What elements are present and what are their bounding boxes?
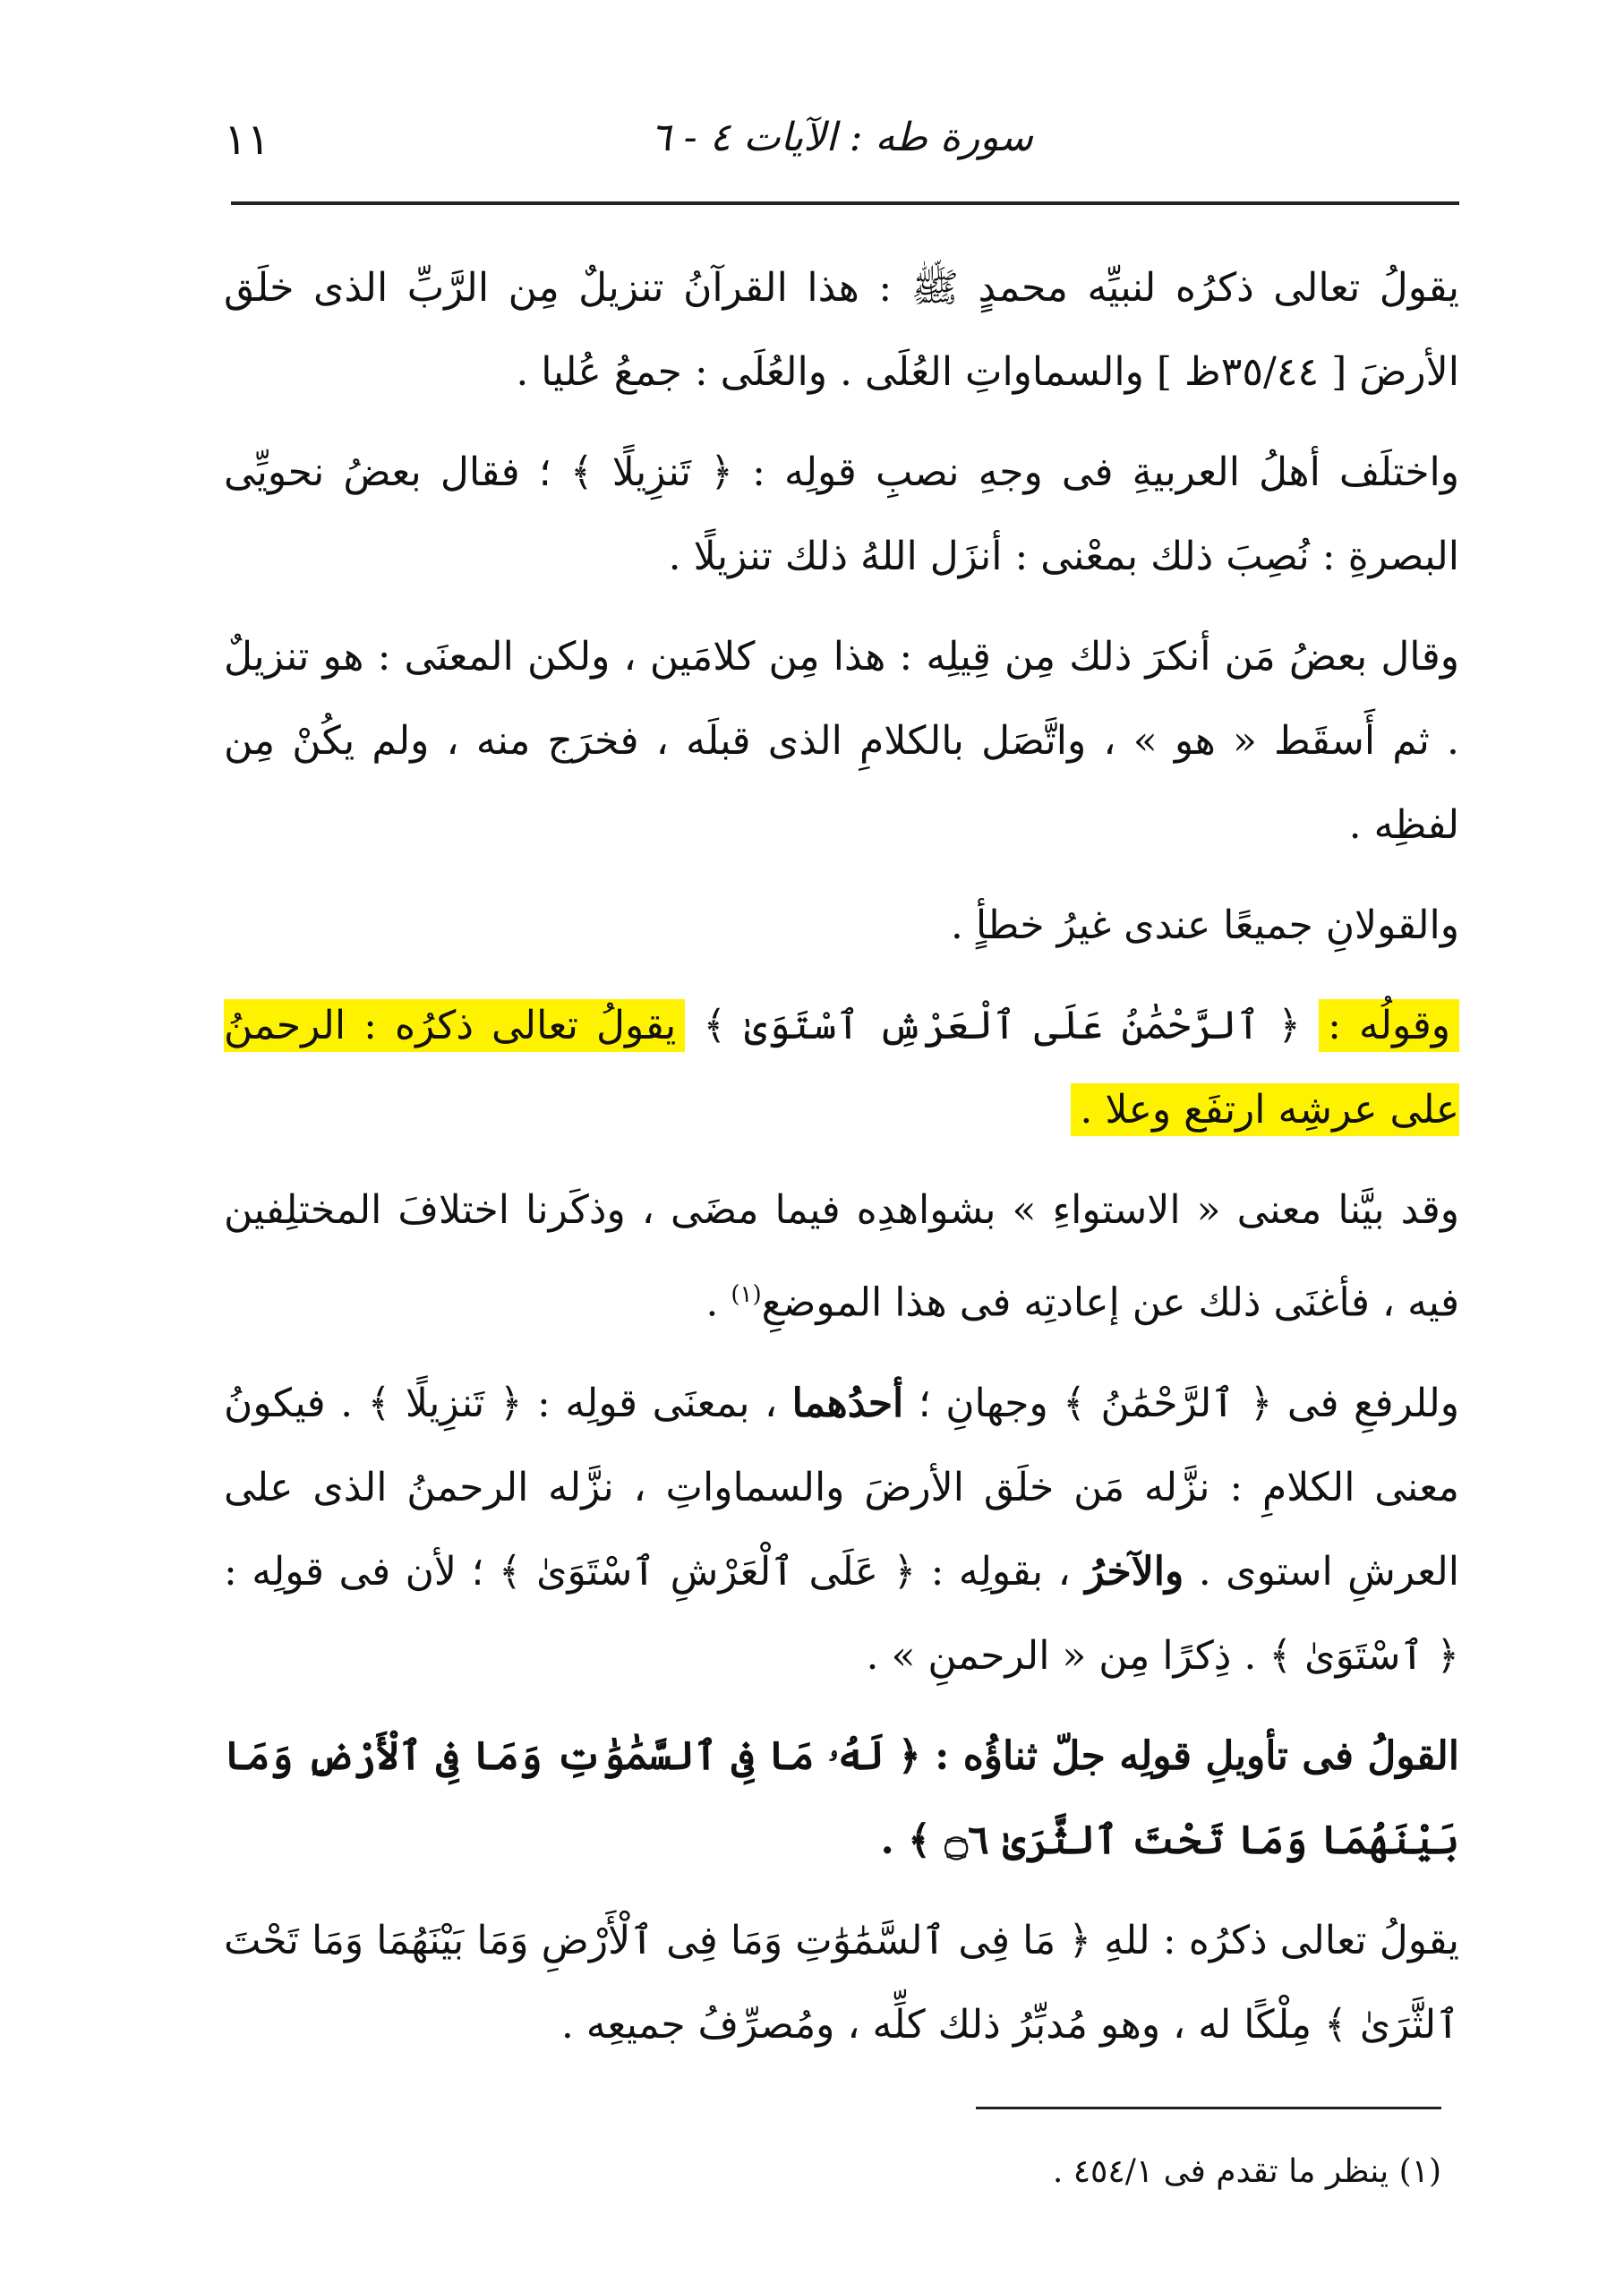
- highlighted-lead: وقولُه :: [1319, 999, 1459, 1052]
- paragraph-7-part-e: ، بقولِه : ﴿ عَلَى ٱلْعَرْشِ ٱسْتَوَىٰ ﴾ ؛ لأن فى قولِه : ﴿ ٱسْتَوَىٰ ﴾ . ذِكرًا مِن « الرحمنِ » .: [224, 1548, 1459, 1679]
- paragraph-7-bold-second: والآخرُ: [1085, 1548, 1184, 1595]
- paragraph-7: [224, 1362, 1459, 1698]
- highlighted-text: يقولُ تعالى ذكرُه : الرحمنُ على عرشِه ارتفَع وعلا .: [224, 999, 1459, 1136]
- header-divider: [231, 201, 1459, 205]
- paragraph-7-part-c: ، بمعنَى قولِه : ﴿ تَنزِيلًا ﴾ . فيكونُ معنى الكلامِ : نزَّله مَن خلَق الأرضَ والسماواتِ ، نزَّله الرحمنُ الذى على العرشِ استوى .: [224, 1380, 1459, 1595]
- section-heading: القولُ فى تأويلِ قولِه جلّ ثناؤُه :: [935, 1732, 1459, 1779]
- paragraph-8: [224, 1715, 1459, 1883]
- paragraph-7-bold-first: أحدُهما: [791, 1380, 904, 1426]
- footnote-reference: (١): [731, 1281, 762, 1308]
- paragraph-6: [224, 1168, 1459, 1346]
- paragraph-1: يقولُ تعالى ذكرُه لنبيِّه محمدٍ ﷺ : هذا القرآنُ تنزيلٌ مِن الرَّبِّ الذى خلَق الأرضَ [ ٣٥/٤٤ظ ] والسماواتِ العُلَى . والعُلَى : جمعُ عُليا .: [224, 265, 1459, 395]
- paragraph-4: والقولانِ جميعًا عندى غيرُ خطأٍ .: [950, 902, 1459, 948]
- quran-verse-heading: ﴿ لَهُۥ مَا فِى ٱلسَّمَٰوَٰتِ وَمَا فِى ٱلْأَرْضِ وَمَا بَيْنَهُمَا وَمَا تَحْتَ ٱلثَّرَىٰ ۝٦ ﴾ .: [224, 1732, 1459, 1863]
- paragraph-9: يقولُ تعالى ذكرُه : للهِ ﴿ مَا فِى ٱلسَّمَٰوَٰتِ وَمَا فِى ٱلْأَرْضِ وَمَا بَيْنَهُمَا وَمَا تَحْتَ ٱلثَّرَىٰ ﴾ مِلْكًا له ، وهو مُدبِّرُ ذلك كلِّه ، ومُصرِّفُ جميعِه .: [224, 1917, 1459, 2048]
- paragraph-2: واختلَف أهلُ العربيةِ فى وجهِ نصبِ قولِه : ﴿ تَنزِيلًا ﴾ ؛ فقال بعضُ نحويِّى البصرةِ : نُصِبَ ذلك بمعْنى : أنزَل اللهُ ذلك تنزيلًا .: [224, 449, 1459, 579]
- paragraph-6-end: .: [705, 1279, 731, 1326]
- paragraph-5: [224, 984, 1459, 1152]
- paragraph-6-text: وقد بيَّنا معنى « الاستواءِ » بشواهدِه فيما مضَى ، وذكَرنا اختلافَ المختلِفين فيه ، فأغنَى ذلك عن إعادتِه فى هذا الموضعِ: [224, 1187, 1459, 1326]
- quran-verse: ﴿ ٱلرَّحْمَٰنُ عَلَى ٱلْعَرْشِ ٱسْتَوَىٰ ﴾: [703, 1003, 1301, 1048]
- footnote-divider: [976, 2107, 1441, 2109]
- page-number: ١١: [224, 115, 270, 165]
- footnote: (١) ينظر ما تقدم فى ٤٥٤/١ .: [1052, 2153, 1441, 2190]
- paragraph-3: وقال بعضُ مَن أنكرَ ذلك مِن قِيلِه : هذا مِن كلامَين ، ولكن المعنَى : هو تنزيلٌ . ثم أَسقَط « هو » ، واتَّصَل بالكلامِ الذى قبلَه ، فخرَج منه ، ولم يكُنْ مِن لفظِه .: [224, 634, 1459, 848]
- running-title: سورة طه : الآيات ٤ - ٦: [650, 115, 1033, 160]
- page-header: [224, 115, 1459, 177]
- paragraph-7-part-a: وللرفعِ فى ﴿ ٱلرَّحْمَٰنُ ﴾ وجهانِ ؛: [903, 1380, 1460, 1426]
- body-text: [224, 246, 1459, 2083]
